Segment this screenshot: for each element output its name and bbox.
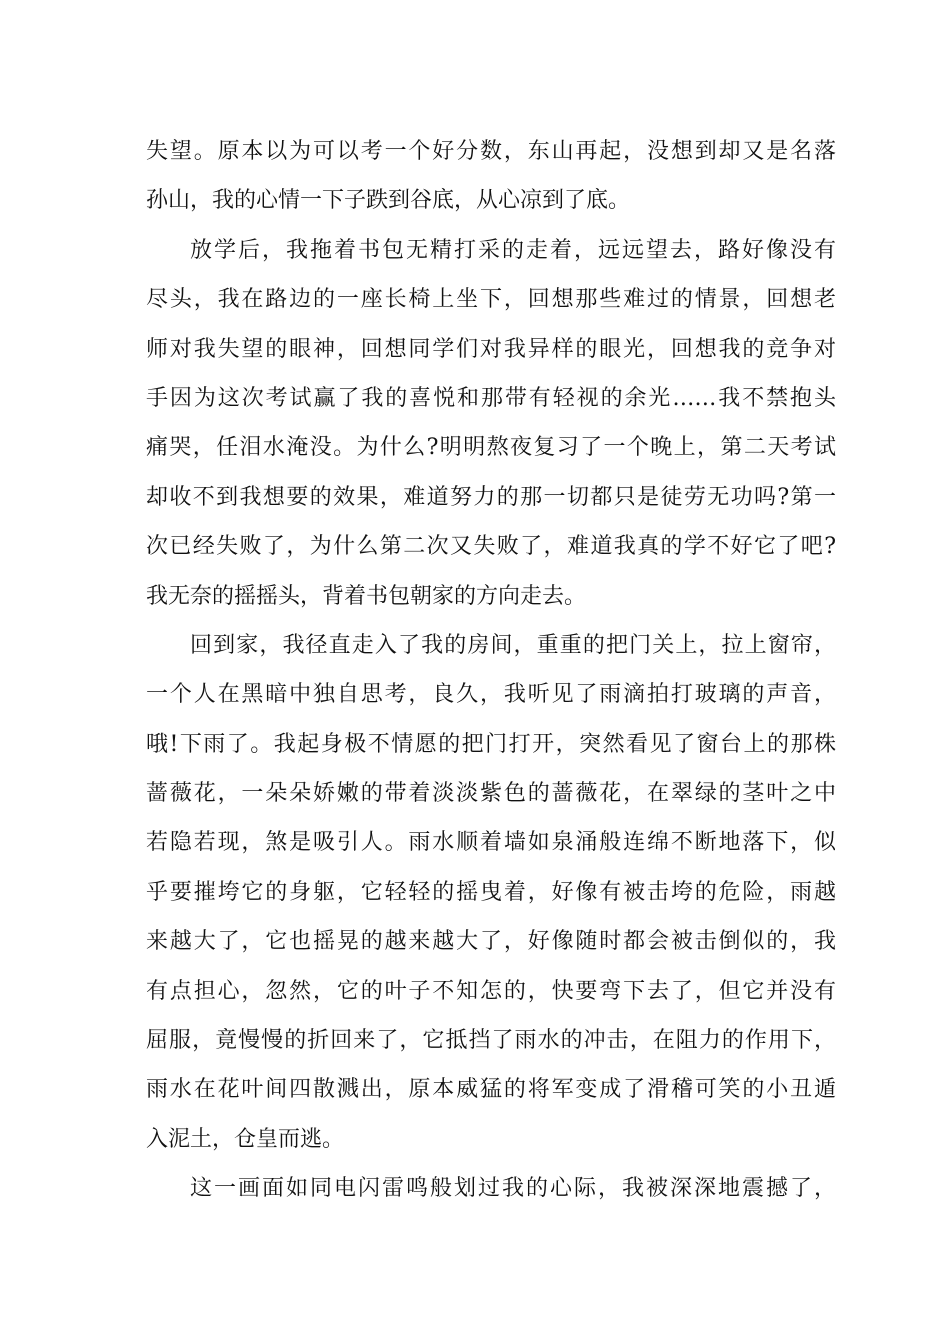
text-line: 有点担心，忽然，它的叶子不知怎的，快要弯下去了，但它并没有	[146, 978, 836, 1004]
text-line: 入泥土，仓皇而逃。	[146, 1126, 345, 1152]
text-line: 我无奈的摇摇头，背着书包朝家的方向走去。	[146, 583, 587, 609]
text-line: 放学后，我拖着书包无精打采的走着，远远望去，路好像没有	[190, 237, 836, 263]
text-line: 尽头，我在路边的一座长椅上坐下，回想那些难过的情景，回想老	[146, 287, 836, 313]
text-line: 次已经失败了，为什么第二次又失败了，难道我真的学不好它了吧?	[146, 534, 836, 560]
text-line: 手因为这次考试赢了我的喜悦和那带有轻视的余光……我不禁抱头	[146, 385, 836, 411]
text-line: 若隐若现，煞是吸引人。雨水顺着墙如泉涌般连绵不断地落下，似	[146, 830, 836, 856]
text-line: 来越大了，它也摇晃的越来越大了，好像随时都会被击倒似的，我	[146, 929, 836, 955]
text-line: 却收不到我想要的效果，难道努力的那一切都只是徒劳无功吗?第一	[146, 484, 836, 510]
text-line: 这一画面如同电闪雷鸣般划过我的心际，我被深深地震撼了，	[190, 1176, 836, 1202]
text-line: 孙山，我的心情一下子跌到谷底，从心凉到了底。	[146, 188, 631, 214]
text-line: 哦!下雨了。我起身极不情愿的把门打开，突然看见了窗台上的那株	[146, 731, 836, 757]
text-line: 师对我失望的眼神，回想同学们对我异样的眼光，回想我的竞争对	[146, 336, 836, 362]
text-line: 乎要摧垮它的身躯，它轻轻的摇曳着，好像有被击垮的危险，雨越	[146, 879, 836, 905]
text-line: 屈服，竟慢慢的折回来了，它抵挡了雨水的冲击，在阻力的作用下，	[146, 1028, 836, 1054]
body-text	[146, 132, 836, 1219]
text-line: 痛哭，任泪水淹没。为什么?明明熬夜复习了一个晚上，第二天考试	[146, 435, 836, 461]
text-line: 雨水在花叶间四散溅出，原本威猛的将军变成了滑稽可笑的小丑遁	[146, 1077, 836, 1103]
text-line: 一个人在黑暗中独自思考，良久，我听见了雨滴拍打玻璃的声音，	[146, 682, 836, 708]
text-line: 失望。原本以为可以考一个好分数，东山再起，没想到却又是名落	[146, 139, 836, 164]
text-line: 蔷薇花，一朵朵娇嫩的带着淡淡紫色的蔷薇花，在翠绿的茎叶之中	[146, 781, 836, 807]
text-line: 回到家，我径直走入了我的房间，重重的把门关上，拉上窗帘，	[190, 632, 836, 658]
